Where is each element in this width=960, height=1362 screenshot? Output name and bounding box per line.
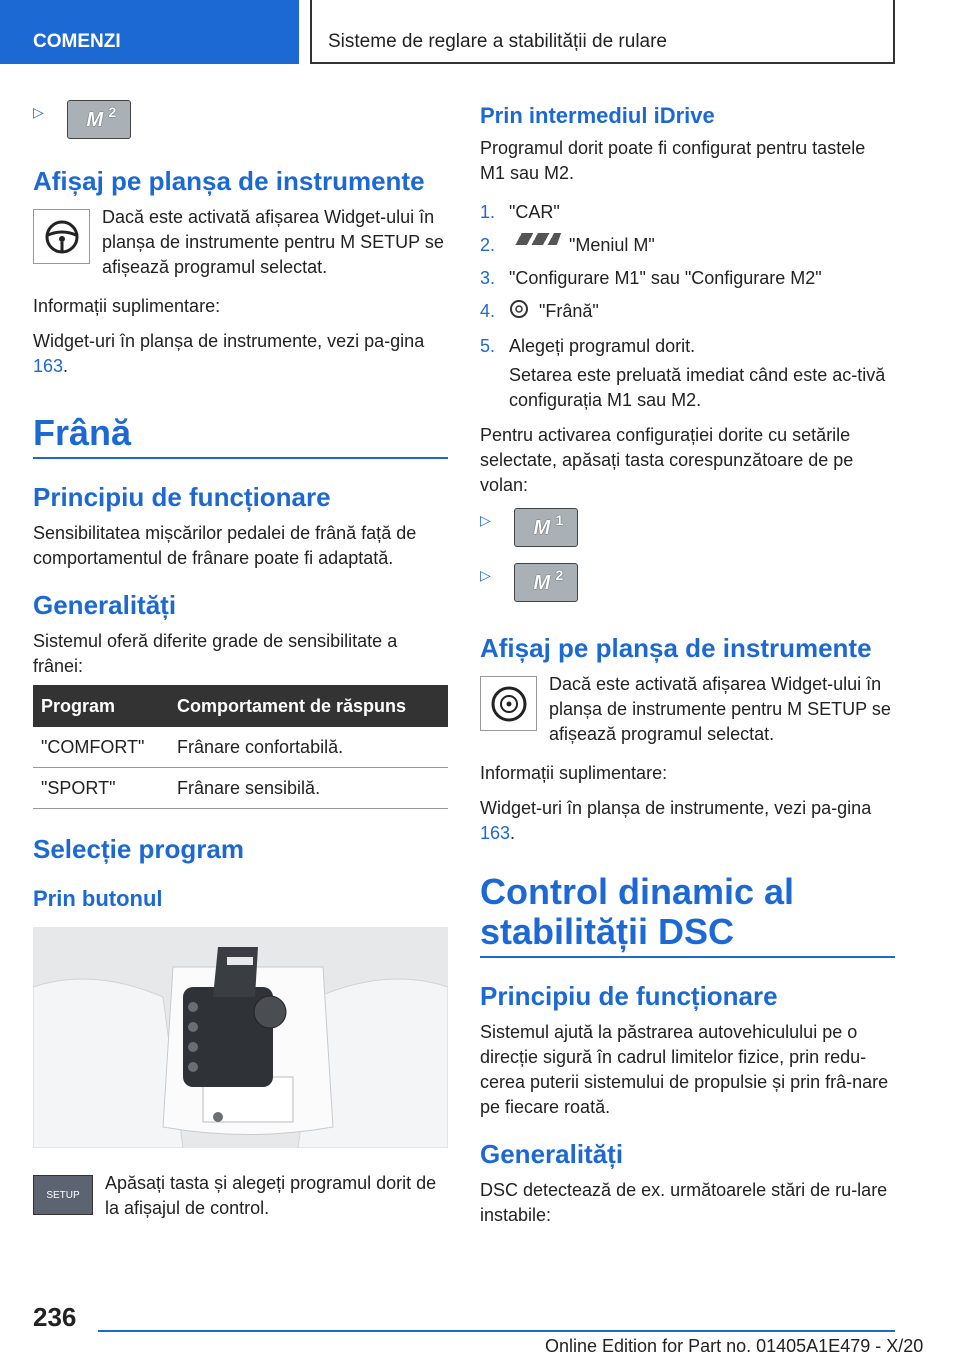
info-text: Widget-uri în planșa de instrumente, vezi pa-gina [480, 798, 872, 818]
general-heading: Generalități [33, 590, 177, 620]
step-text: "Meniul M" [569, 235, 655, 255]
brake-title-block [33, 413, 448, 459]
list-item [480, 266, 895, 291]
principle-heading: Principiu de funcționare [33, 482, 331, 512]
info-paragraph [480, 796, 895, 846]
info-end: . [510, 823, 516, 843]
step-note: Setarea este preluată imediat când este ac-tivă configurația M1 sau M2. [509, 365, 886, 410]
table-header: Comportament de răspuns [169, 685, 448, 727]
left-column [33, 100, 448, 1235]
m1-key-icon [514, 508, 578, 547]
general-text: Sistemul oferă diferite grade de sensibilitate a frânei: [33, 631, 398, 676]
info-text: Widget-uri în planșa de instrumente, vezi pa-gina [33, 331, 425, 351]
info-label: Informații suplimentare: [33, 296, 221, 316]
step-number: 5. [480, 336, 496, 356]
list-item [480, 299, 895, 326]
table-cell: Frânare confortabilă. [169, 727, 448, 768]
steps-list [480, 200, 895, 359]
brake-disc-icon [509, 299, 529, 326]
triangle-bullet-icon: ▷ [480, 512, 491, 528]
m2-key-icon [67, 100, 131, 139]
display-text: Dacă este activată afișarea Widget-ului în planșa de instrumente pentru M SETUP se afișează programul selectat. [549, 674, 891, 744]
general-heading: Generalități [480, 1139, 624, 1169]
idrive-heading: Prin intermediul iDrive [480, 103, 715, 128]
display-heading: Afișaj pe planșa de instrumente [480, 633, 872, 663]
step-number: 4. [480, 301, 496, 321]
dsc-title-block [480, 872, 895, 958]
m2-key-row [480, 563, 895, 602]
step-text: "Configurare M1" sau "Configurare M2" [509, 268, 822, 288]
display-info-row [33, 205, 448, 280]
page-header-title: Sisteme de reglare a stabilității de rulare [310, 0, 895, 64]
idrive-text: Programul dorit poate fi configurat pentru tastele M1 sau M2. [480, 138, 866, 183]
page-number: 236 [33, 1302, 77, 1332]
setup-text: Apăsați tasta și alegeți programul dorit de la afișajul de control. [105, 1173, 437, 1218]
list-item [480, 233, 895, 258]
display-info-row [480, 672, 895, 747]
triangle-bullet-icon: ▷ [480, 567, 491, 583]
info-paragraph [33, 329, 448, 379]
m-letter: M [86, 109, 104, 131]
general-text: DSC detectează de ex. următoarele stări de ru-lare instabile: [480, 1180, 888, 1225]
footer-edition: Online Edition for Part no. 01405A1E479 - X/20 [545, 1336, 924, 1356]
m2-key-icon [514, 563, 578, 602]
steering-wheel-icon [33, 209, 90, 264]
table-cell: Frânare sensibilă. [169, 768, 448, 809]
button-heading: Prin butonul [33, 886, 163, 911]
selection-heading: Selecție program [33, 834, 244, 864]
step-text: "Frână" [539, 301, 599, 321]
table-row [33, 768, 448, 809]
step-number: 3. [480, 268, 496, 288]
m-letter: M [533, 572, 551, 594]
table-header: Program [33, 685, 169, 727]
table-cell: "COMFORT" [33, 727, 169, 768]
step-number: 2. [480, 235, 496, 255]
list-item [480, 200, 895, 225]
triangle-bullet-icon: ▷ [33, 104, 44, 120]
principle-text: Sistemul ajută la păstrarea autovehiculului pe o direcție sigură în cadrul limitelor fizice, prin redu-cerea puterii sistemului de propulsie și prin frâ-nare pe fiecare roată. [480, 1022, 889, 1117]
step-number: 1. [480, 202, 496, 222]
table-row [33, 727, 448, 768]
step-text: "CAR" [509, 202, 560, 222]
step-text: Alegeți programul dorit. [509, 336, 696, 356]
table-header-row [33, 685, 448, 727]
setup-button-icon: SETUP [33, 1175, 93, 1215]
brake-program-table [33, 685, 448, 809]
m1-key-row [480, 508, 895, 547]
m-number: 2 [108, 104, 117, 120]
principle-text: Sensibilitatea mișcărilor pedalei de frână față de comportamentul de frânare poate fi adaptată. [33, 523, 417, 568]
brake-widget-icon [480, 676, 537, 731]
activation-text: Pentru activarea configurației dorite cu setările selectate, apăsați tasta corespunzătoare de pe volan: [480, 425, 854, 495]
m-letter: M [533, 517, 551, 539]
m-logo-icon [513, 233, 561, 245]
page-link[interactable]: 163 [33, 356, 64, 376]
display-text: Dacă este activată afișarea Widget-ului în planșa de instrumente pentru M SETUP se afișează programul selectat. [102, 207, 444, 277]
page-link[interactable]: 163 [480, 823, 511, 843]
setup-row [33, 1171, 448, 1221]
right-column [480, 100, 895, 1238]
section-tab: COMENZI [0, 0, 299, 64]
principle-heading: Principiu de funcționare [480, 981, 778, 1011]
brake-title: Frână [33, 412, 132, 453]
info-end: . [63, 356, 69, 376]
table-cell: "SPORT" [33, 768, 169, 809]
display-heading: Afișaj pe planșa de instrumente [33, 166, 425, 196]
center-console-illustration [33, 927, 448, 1148]
m-number: 1 [555, 512, 564, 528]
list-item [480, 334, 895, 359]
footer-divider [98, 1330, 895, 1332]
dsc-title: Control dinamic al stabilității DSC [480, 871, 795, 952]
info-label: Informații suplimentare: [480, 763, 668, 783]
m2-key-row [33, 100, 448, 139]
m-number: 2 [555, 567, 564, 583]
